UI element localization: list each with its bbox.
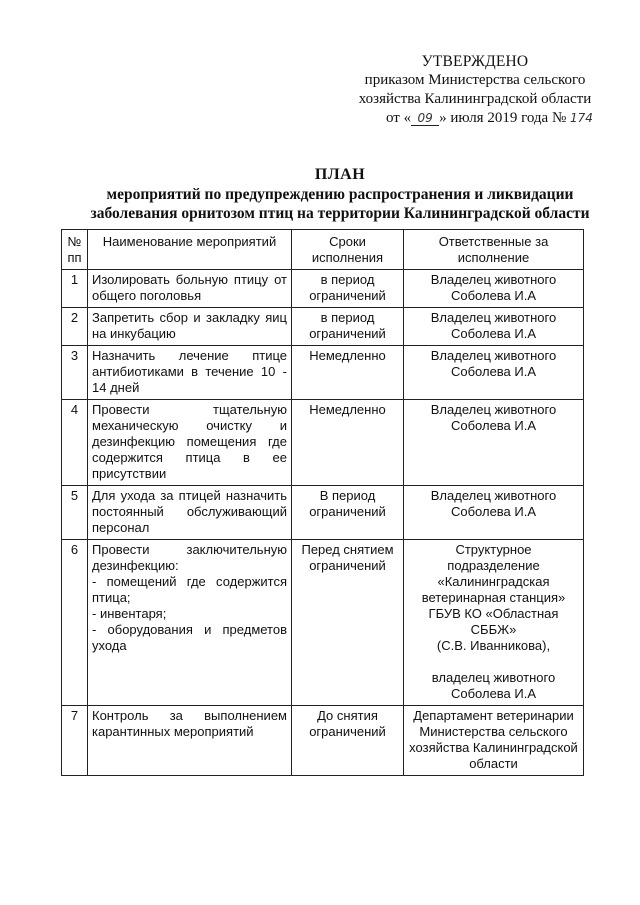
responsible-line: Департамент ветеринарии Министерства сельского хозяйства Калининградской области xyxy=(409,708,578,771)
responsible-line: владелец животного xyxy=(431,670,556,685)
execution-term: в период ограничений xyxy=(292,308,404,346)
row-number: 2 xyxy=(62,308,88,346)
row-number: 5 xyxy=(62,486,88,540)
responsible-line: Владелец животного xyxy=(430,402,557,417)
responsible-party xyxy=(404,486,584,540)
responsible-line: Соболева И.А xyxy=(450,364,537,379)
execution-term: Немедленно xyxy=(292,400,404,486)
table-row xyxy=(62,346,584,400)
activity-name-line: - оборудования и предметов ухода xyxy=(92,622,287,653)
execution-term: Немедленно xyxy=(292,346,404,400)
row-number: 6 xyxy=(62,540,88,706)
responsible-line: Владелец животного xyxy=(430,272,557,287)
row-number: 7 xyxy=(62,706,88,776)
document-title xyxy=(60,165,620,223)
responsible-party xyxy=(404,346,584,400)
activity-name: Назначить лечение птице антибиотиками в течение 10 - 14 дней xyxy=(88,346,292,400)
execution-term: в период ограничений xyxy=(292,270,404,308)
title-line3: заболевания орнитозом птиц на территории Калининградской области xyxy=(90,205,590,222)
row-number: 3 xyxy=(62,346,88,400)
responsible-line: (С.В. Иванникова), xyxy=(436,638,551,653)
activity-name: Провести тщательную механическую очистку и дезинфекцию помещения где содержится птица в ее присутствии xyxy=(88,400,292,486)
responsible-party xyxy=(404,270,584,308)
approval-order-line2: хозяйства Калининградской области xyxy=(358,91,592,107)
responsible-line: Владелец животного xyxy=(430,310,557,325)
responsible-line xyxy=(408,654,579,670)
activity-name: Контроль за выполнением карантинных мероприятий xyxy=(88,706,292,776)
responsible-line: «Калининградская ветеринарная станция» xyxy=(421,574,566,605)
responsible-line: Владелец животного xyxy=(430,488,557,503)
table-row xyxy=(62,486,584,540)
approval-block xyxy=(330,52,620,128)
activity-name: Запретить сбор и закладку яиц на инкубацию xyxy=(88,308,292,346)
activity-name-line: - помещений где содержится птица; xyxy=(92,574,287,605)
header-resp: Ответственные за исполнение xyxy=(404,230,584,270)
handwritten-order-number: 174 xyxy=(570,111,593,125)
header-term: Сроки исполнения xyxy=(292,230,404,270)
approval-heading: УТВЕРЖДЕНО xyxy=(421,53,529,70)
approval-date-line xyxy=(330,109,620,128)
responsible-line: ГБУВ КО «Областная СББЖ» xyxy=(428,606,559,637)
responsible-line: Соболева И.А xyxy=(450,686,537,701)
execution-term: В период ограничений xyxy=(292,486,404,540)
responsible-line: Соболева И.А xyxy=(450,504,537,519)
execution-term: До снятия ограничений xyxy=(292,706,404,776)
row-number: 4 xyxy=(62,400,88,486)
activity-name: Для ухода за птицей назначить постоянный обслуживающий персонал xyxy=(88,486,292,540)
header-name: Наименование мероприятий xyxy=(88,230,292,270)
approval-order-line1: приказом Министерства сельского xyxy=(364,72,586,88)
table-row xyxy=(62,540,584,706)
activity-name-line: - инвентаря; xyxy=(92,606,167,621)
responsible-line: Структурное подразделение xyxy=(447,542,540,573)
execution-term: Перед снятием ограничений xyxy=(292,540,404,706)
table-row xyxy=(62,270,584,308)
handwritten-day: 09 xyxy=(411,112,439,126)
responsible-line: Соболева И.А xyxy=(450,418,537,433)
row-number: 1 xyxy=(62,270,88,308)
header-num: № пп xyxy=(62,230,88,270)
responsible-party xyxy=(404,308,584,346)
activity-name-line: Провести заключительную дезинфекцию: xyxy=(92,542,287,573)
responsible-party xyxy=(404,706,584,776)
responsible-party xyxy=(404,400,584,486)
activity-name xyxy=(88,540,292,706)
table-row xyxy=(62,308,584,346)
responsible-line: Соболева И.А xyxy=(450,326,537,341)
title-line2: мероприятий по предупреждению распространения и ликвидации xyxy=(106,186,574,203)
plan-table xyxy=(61,229,584,776)
plan-table-body xyxy=(62,270,584,776)
responsible-line: Соболева И.А xyxy=(450,288,537,303)
date-middle: » июля 2019 года № xyxy=(439,110,567,126)
title-plan: ПЛАН xyxy=(314,166,366,183)
activity-name: Изолировать больную птицу от общего поголовья xyxy=(88,270,292,308)
responsible-line: Владелец животного xyxy=(430,348,557,363)
table-row xyxy=(62,706,584,776)
responsible-party xyxy=(404,540,584,706)
table-header-row xyxy=(62,230,584,270)
table-row xyxy=(62,400,584,486)
date-prefix: от « xyxy=(385,110,412,126)
